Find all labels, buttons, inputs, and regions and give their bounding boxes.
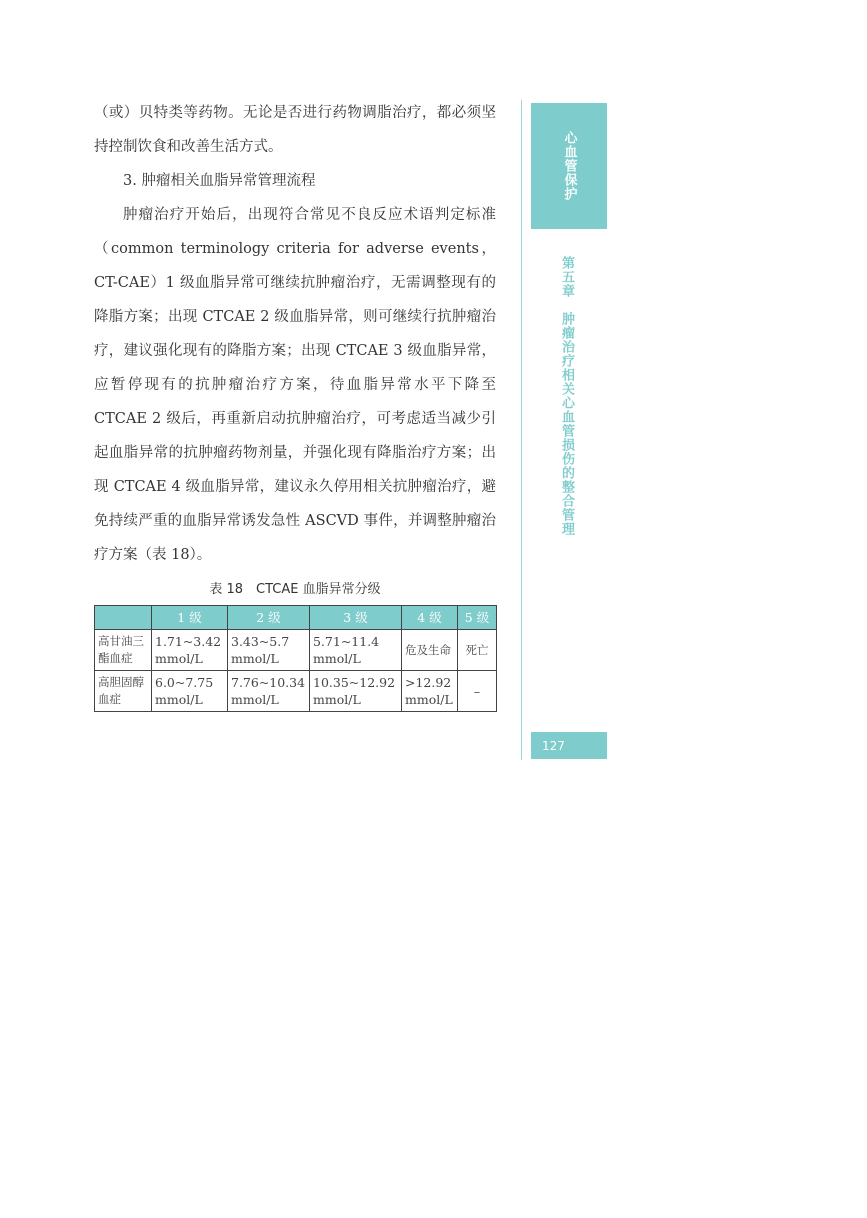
table-cell: 10.35~12.92 mmol/L xyxy=(310,671,402,712)
table-cell: 1.71~3.42 mmol/L xyxy=(152,630,228,671)
table-cell: 死亡 xyxy=(458,630,497,671)
chapter-title: 第五章 肿瘤治疗相关心血管损伤的整合管理 xyxy=(559,256,574,536)
section-tab: 心血管保护 xyxy=(531,103,607,229)
row-label: 高甘油三酯血症 xyxy=(95,630,152,671)
table-cell: 6.0~7.75 mmol/L xyxy=(152,671,228,712)
table-row xyxy=(95,671,497,712)
header-cell: 3 级 xyxy=(310,606,402,630)
table-header-row xyxy=(95,606,497,630)
paragraph-1: （或）贝特类等药物。无论是否进行药物调脂治疗，都必须坚持控制饮食和改善生活方式。 xyxy=(94,105,496,155)
column-divider xyxy=(521,100,522,760)
table-cell: >12.92 mmol/L xyxy=(402,671,458,712)
row-label: 高胆固醇血症 xyxy=(95,671,152,712)
header-cell: 4 级 xyxy=(402,606,458,630)
header-cell: 5 级 xyxy=(458,606,497,630)
page-number: 127 xyxy=(531,732,607,759)
table-cell: 7.76~10.34 mmol/L xyxy=(228,671,310,712)
table-cell: 5.71~11.4 mmol/L xyxy=(310,630,402,671)
table-cell: 危及生命 xyxy=(402,630,458,671)
table-row xyxy=(95,630,497,671)
header-cell: 2 级 xyxy=(228,606,310,630)
ctcae-table xyxy=(94,605,497,712)
main-content xyxy=(94,96,496,712)
header-cell: 1 级 xyxy=(152,606,228,630)
paragraph-2: 肿瘤治疗开始后，出现符合常见不良反应术语判定标准（common terminology criteria for adverse events，CT-CAE）1 级血脂异常可继续抗肿瘤治疗，无需调整现有的降脂方案；出现 CTCAE 2 级血脂异常，则可继续行抗肿瘤治疗，建议强化现有的降脂方案；出现 CTCAE 3 级血脂异常，应暂停现有的抗肿瘤治疗方案，待血脂异常水平下降至 CTCAE 2 级后，再重新启动抗肿瘤治疗，可考虑适当减少引起血脂异常的抗肿瘤药物剂量，并强化现有降脂治疗方案；出现 CTCAE 4 级血脂异常，建议永久停用相关抗肿瘤治疗，避免持续严重的血脂异常诱发急性 ASCVD 事件，并调整肿瘤治疗方案（表 18）。 xyxy=(94,207,496,563)
section-heading: 3. 肿瘤相关血脂异常管理流程 xyxy=(123,173,316,189)
table-cell: 3.43~5.7 mmol/L xyxy=(228,630,310,671)
header-cell xyxy=(95,606,152,630)
table-caption: 表 18 CTCAE 血脂异常分级 xyxy=(209,582,381,597)
table-cell: – xyxy=(458,671,497,712)
